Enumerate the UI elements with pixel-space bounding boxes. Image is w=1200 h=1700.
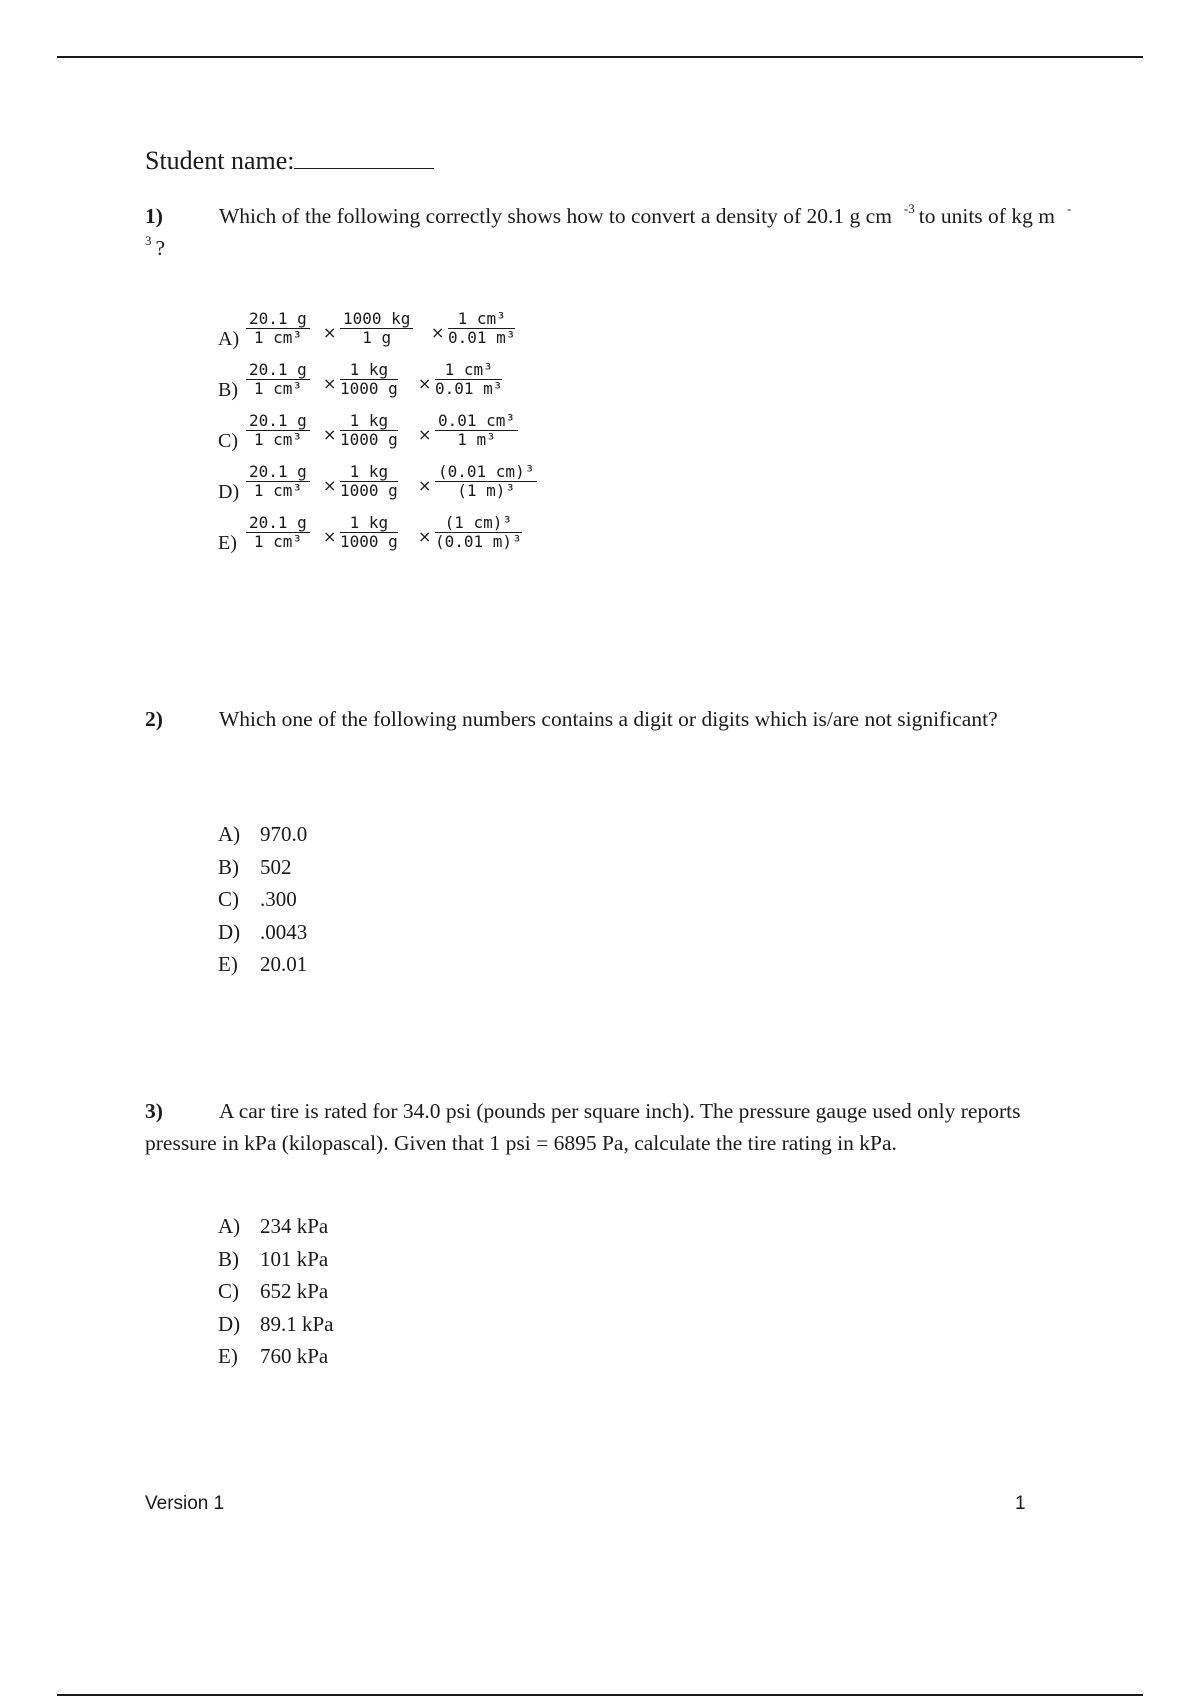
- fraction-denominator: 1 g: [362, 328, 392, 347]
- fraction-numerator: 20.1 g: [246, 514, 310, 533]
- question-2-number: 2): [145, 707, 163, 731]
- question-3-choice[interactable]: [218, 1340, 334, 1373]
- fraction-denominator: 1 cm³: [253, 379, 302, 398]
- question-2: [145, 703, 1085, 735]
- question-2-choice[interactable]: [218, 818, 307, 851]
- choice-text: 101 kPa: [260, 1246, 329, 1271]
- choice-text: .0043: [260, 919, 308, 944]
- choice-text: 652 kPa: [260, 1279, 329, 1303]
- question-2-choice[interactable]: [218, 916, 307, 949]
- fraction-numerator: (1 cm)³: [435, 514, 522, 533]
- fraction-numerator: 20.1 g: [246, 310, 310, 329]
- choice-letter: A): [218, 328, 240, 350]
- fraction-denominator: 1000 g: [340, 430, 398, 449]
- question-2-text: Which one of the following numbers contains a digit or digits which is/are not significant?: [219, 707, 998, 731]
- times-sign: ×: [323, 425, 337, 444]
- choice-text: 502: [260, 854, 292, 879]
- fraction-denominator: 1 cm³: [253, 532, 302, 551]
- choice-letter: C): [218, 887, 239, 911]
- student-name-field: [145, 146, 434, 176]
- fraction: [340, 514, 398, 551]
- fraction: [246, 310, 310, 347]
- question-1-exponent-1: -3: [903, 201, 915, 216]
- choice-letter: B): [218, 854, 239, 879]
- fraction-numerator: 1 cm³: [435, 361, 502, 380]
- fraction: [340, 463, 398, 500]
- fraction-denominator: 0.01 m³: [435, 379, 503, 398]
- student-name-blank[interactable]: [294, 146, 434, 169]
- choice-letter: A): [218, 1214, 241, 1238]
- choice-text: 89.1 kPa: [260, 1311, 334, 1336]
- choice-letter: D): [218, 919, 241, 944]
- question-1: [145, 200, 1085, 264]
- fraction-numerator: 20.1 g: [246, 412, 310, 431]
- fraction-numerator: (0.01 cm)³: [435, 463, 537, 482]
- fraction-denominator: (0.01 m)³: [435, 532, 522, 551]
- question-1-text-part2: to units of kg m: [918, 204, 1055, 228]
- choice-text: 234 kPa: [260, 1214, 329, 1238]
- times-sign: ×: [323, 527, 337, 546]
- fraction-numerator: 1000 kg: [340, 310, 413, 329]
- question-3-text: A car tire is rated for 34.0 psi (pounds per square inch). The pressure gauge used only reports pressure in kPa (kilopascal). Given that 1 psi = 6895 Pa, calculate the tire rating in kPa.: [145, 1099, 1021, 1155]
- question-3-number: 3): [145, 1099, 163, 1123]
- fraction-denominator: 1000 g: [340, 532, 398, 551]
- choice-letter: C): [218, 430, 238, 452]
- fraction-denominator: 1 cm³: [253, 430, 302, 449]
- choice-letter: A): [218, 822, 241, 846]
- question-2-choice[interactable]: [218, 948, 307, 981]
- fraction-numerator: 20.1 g: [246, 463, 310, 482]
- question-2-choice[interactable]: [218, 851, 307, 884]
- fraction: [448, 310, 515, 347]
- fraction: [340, 361, 398, 398]
- times-sign: ×: [418, 476, 432, 495]
- header-rule: [57, 56, 1143, 58]
- fraction: [435, 361, 502, 398]
- fraction: [246, 463, 310, 500]
- question-1-number: 1): [145, 204, 163, 228]
- question-3-choice[interactable]: [218, 1243, 334, 1276]
- fraction: [435, 412, 518, 449]
- times-sign: ×: [418, 425, 432, 444]
- choice-text: 20.01: [260, 952, 308, 976]
- fraction-denominator: 1 cm³: [253, 328, 302, 347]
- choice-letter: E): [218, 1344, 238, 1368]
- fraction-numerator: 1 kg: [340, 463, 398, 482]
- fraction: [435, 514, 522, 551]
- footer-rule: [57, 1694, 1143, 1696]
- fraction-denominator: 1000 g: [340, 379, 398, 398]
- fraction: [435, 463, 537, 500]
- fraction-denominator: 0.01 m³: [448, 328, 516, 347]
- choice-letter: B): [218, 1246, 239, 1271]
- choice-letter: D): [218, 1311, 241, 1336]
- choice-letter: D): [218, 481, 240, 503]
- fraction-denominator: 1000 g: [340, 481, 398, 500]
- footer-page-number: 1: [1015, 1493, 1026, 1514]
- fraction: [246, 514, 310, 551]
- choice-text: .300: [260, 887, 297, 911]
- fraction-numerator: 20.1 g: [246, 361, 310, 380]
- choice-letter: B): [218, 379, 238, 401]
- fraction: [246, 412, 310, 449]
- fraction: [340, 412, 398, 449]
- question-3-choice[interactable]: [218, 1308, 334, 1341]
- fraction-numerator: 1 kg: [340, 514, 398, 533]
- times-sign: ×: [323, 323, 337, 342]
- question-1-text-part1: Which of the following correctly shows how to convert a density of 20.1 g cm: [219, 204, 892, 228]
- choice-text: 970.0: [260, 822, 308, 846]
- question-1-exponent-2: -3: [145, 201, 1072, 248]
- fraction-denominator: (1 m)³: [457, 481, 516, 500]
- fraction: [246, 361, 310, 398]
- fraction-denominator: 1 m³: [457, 430, 496, 449]
- question-2-choices: [218, 818, 307, 981]
- footer-version: Version 1: [145, 1493, 225, 1514]
- question-3-choice[interactable]: [218, 1275, 334, 1308]
- question-2-choice[interactable]: [218, 883, 307, 916]
- times-sign: ×: [431, 323, 445, 342]
- fraction-numerator: 1 kg: [340, 412, 398, 431]
- times-sign: ×: [323, 374, 337, 393]
- choice-letter: C): [218, 1279, 239, 1303]
- fraction: [340, 310, 413, 347]
- times-sign: ×: [418, 374, 432, 393]
- choice-text: 760 kPa: [260, 1344, 329, 1368]
- question-3-choices: [218, 1210, 334, 1373]
- question-1-text-part3: ?: [155, 236, 166, 260]
- times-sign: ×: [418, 527, 432, 546]
- student-name-label: Student name:: [145, 146, 295, 175]
- fraction-numerator: 0.01 cm³: [435, 412, 518, 431]
- fraction-numerator: 1 kg: [340, 361, 398, 380]
- choice-letter: E): [218, 952, 238, 976]
- fraction-numerator: 1 cm³: [448, 310, 515, 329]
- fraction-denominator: 1 cm³: [253, 481, 302, 500]
- times-sign: ×: [323, 476, 337, 495]
- question-3: [145, 1095, 1085, 1159]
- choice-letter: E): [218, 532, 237, 554]
- question-3-choice[interactable]: [218, 1210, 334, 1243]
